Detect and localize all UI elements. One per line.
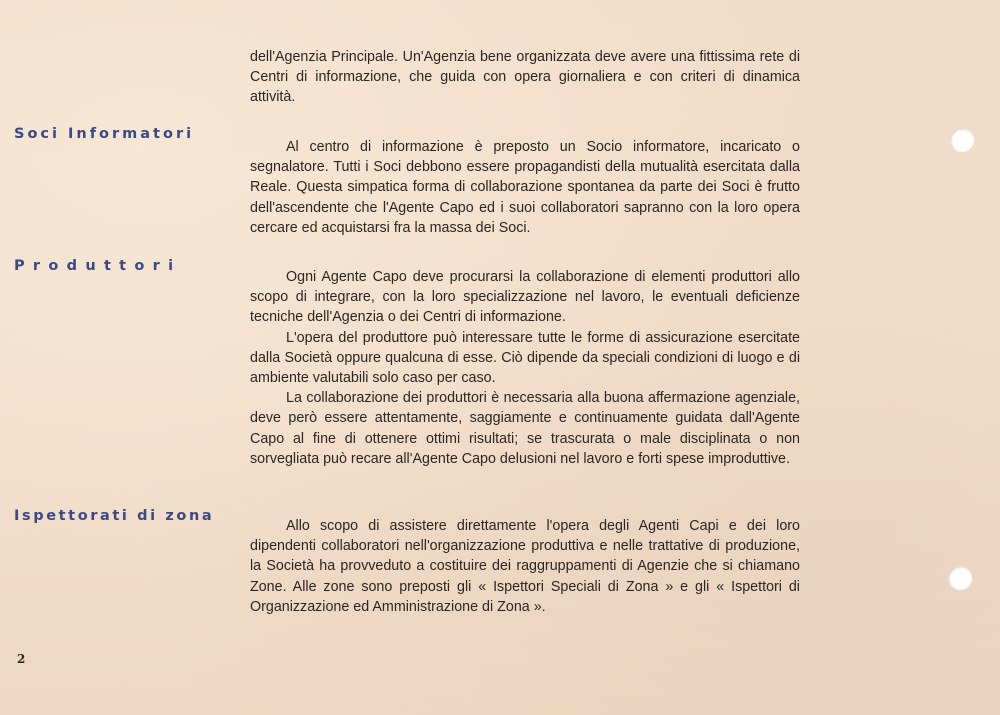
paragraph-ispettorati: Allo scopo di assistere direttamente l'opera degli Agenti Capi e dei loro dipendenti collaboratori nell'organizzazione produttiva e nelle trattative di produzione, la Società ha provveduto a costituire dei raggruppamenti di Agenzie che si chiamano Zone. Alle zone sono preposti gli « Ispettori Speciali di Zona » e gli « Ispettori di Organizzazione ed Amministrazione di Zona ». [250,518,800,615]
punch-hole-bottom [948,566,972,590]
heading-ispettorati-di-zona: Ispettorati di zona [14,508,215,524]
paragraph-intro: dell'Agenzia Principale. Un'Agenzia bene organizzata deve avere una fittissima rete di Centri di informazione, che guida con opera giornaliera e con criteri di dinamica attività. [250,49,800,106]
heading-soci-informatori: Soci Informatori [14,126,195,142]
ispettorati-section [250,516,800,617]
paragraph-soci: Al centro di informazione è preposto un Socio informatore, incaricato o segnalatore. Tutti i Soci debbono essere propagandisti della mutualità esercitata dalla Reale. Questa simpatica forma di collaborazione spontanea da parte dei Soci è frutto dell'ascendente che l'Agente Capo ed i suoi collaboratori sapranno con la loro opera cercare ed acquistarsi fra la massa dei Soci. [250,139,800,236]
produttori-section [250,267,800,469]
intro-paragraph [250,47,800,108]
page-number: 2 [17,652,26,666]
paragraph-produttori-1: Ogni Agente Capo deve procurarsi la collaborazione di elementi produttori allo scopo di integrare, con la loro specializzazione nel lavoro, le eventuali deficienze tecniche dell'Agenzia o dei Centri di informazione. [250,269,800,326]
punch-hole-top [950,128,974,152]
paragraph-produttori-2: L'opera del produttore può interessare tutte le forme di assicurazione esercitate dalla Società oppure qualcuna di esse. Ciò dipende da speciali condizioni di luogo e di ambiente valutabili solo caso per caso. [250,329,800,387]
heading-produttori: Produttori [14,258,182,274]
paragraph-produttori-3: La collaborazione dei produttori è necessaria alla buona affermazione agenziale, deve però essere attentamente, saggiamente e continuamente guidata dall'Agente Capo al fine di ottenere ottimi risultati; se trascurata o male disciplinata o non sorvegliata può recare all'Agente Capo delusioni nel lavoro e forti spese improduttive. [250,390,800,467]
soci-section [250,137,800,238]
